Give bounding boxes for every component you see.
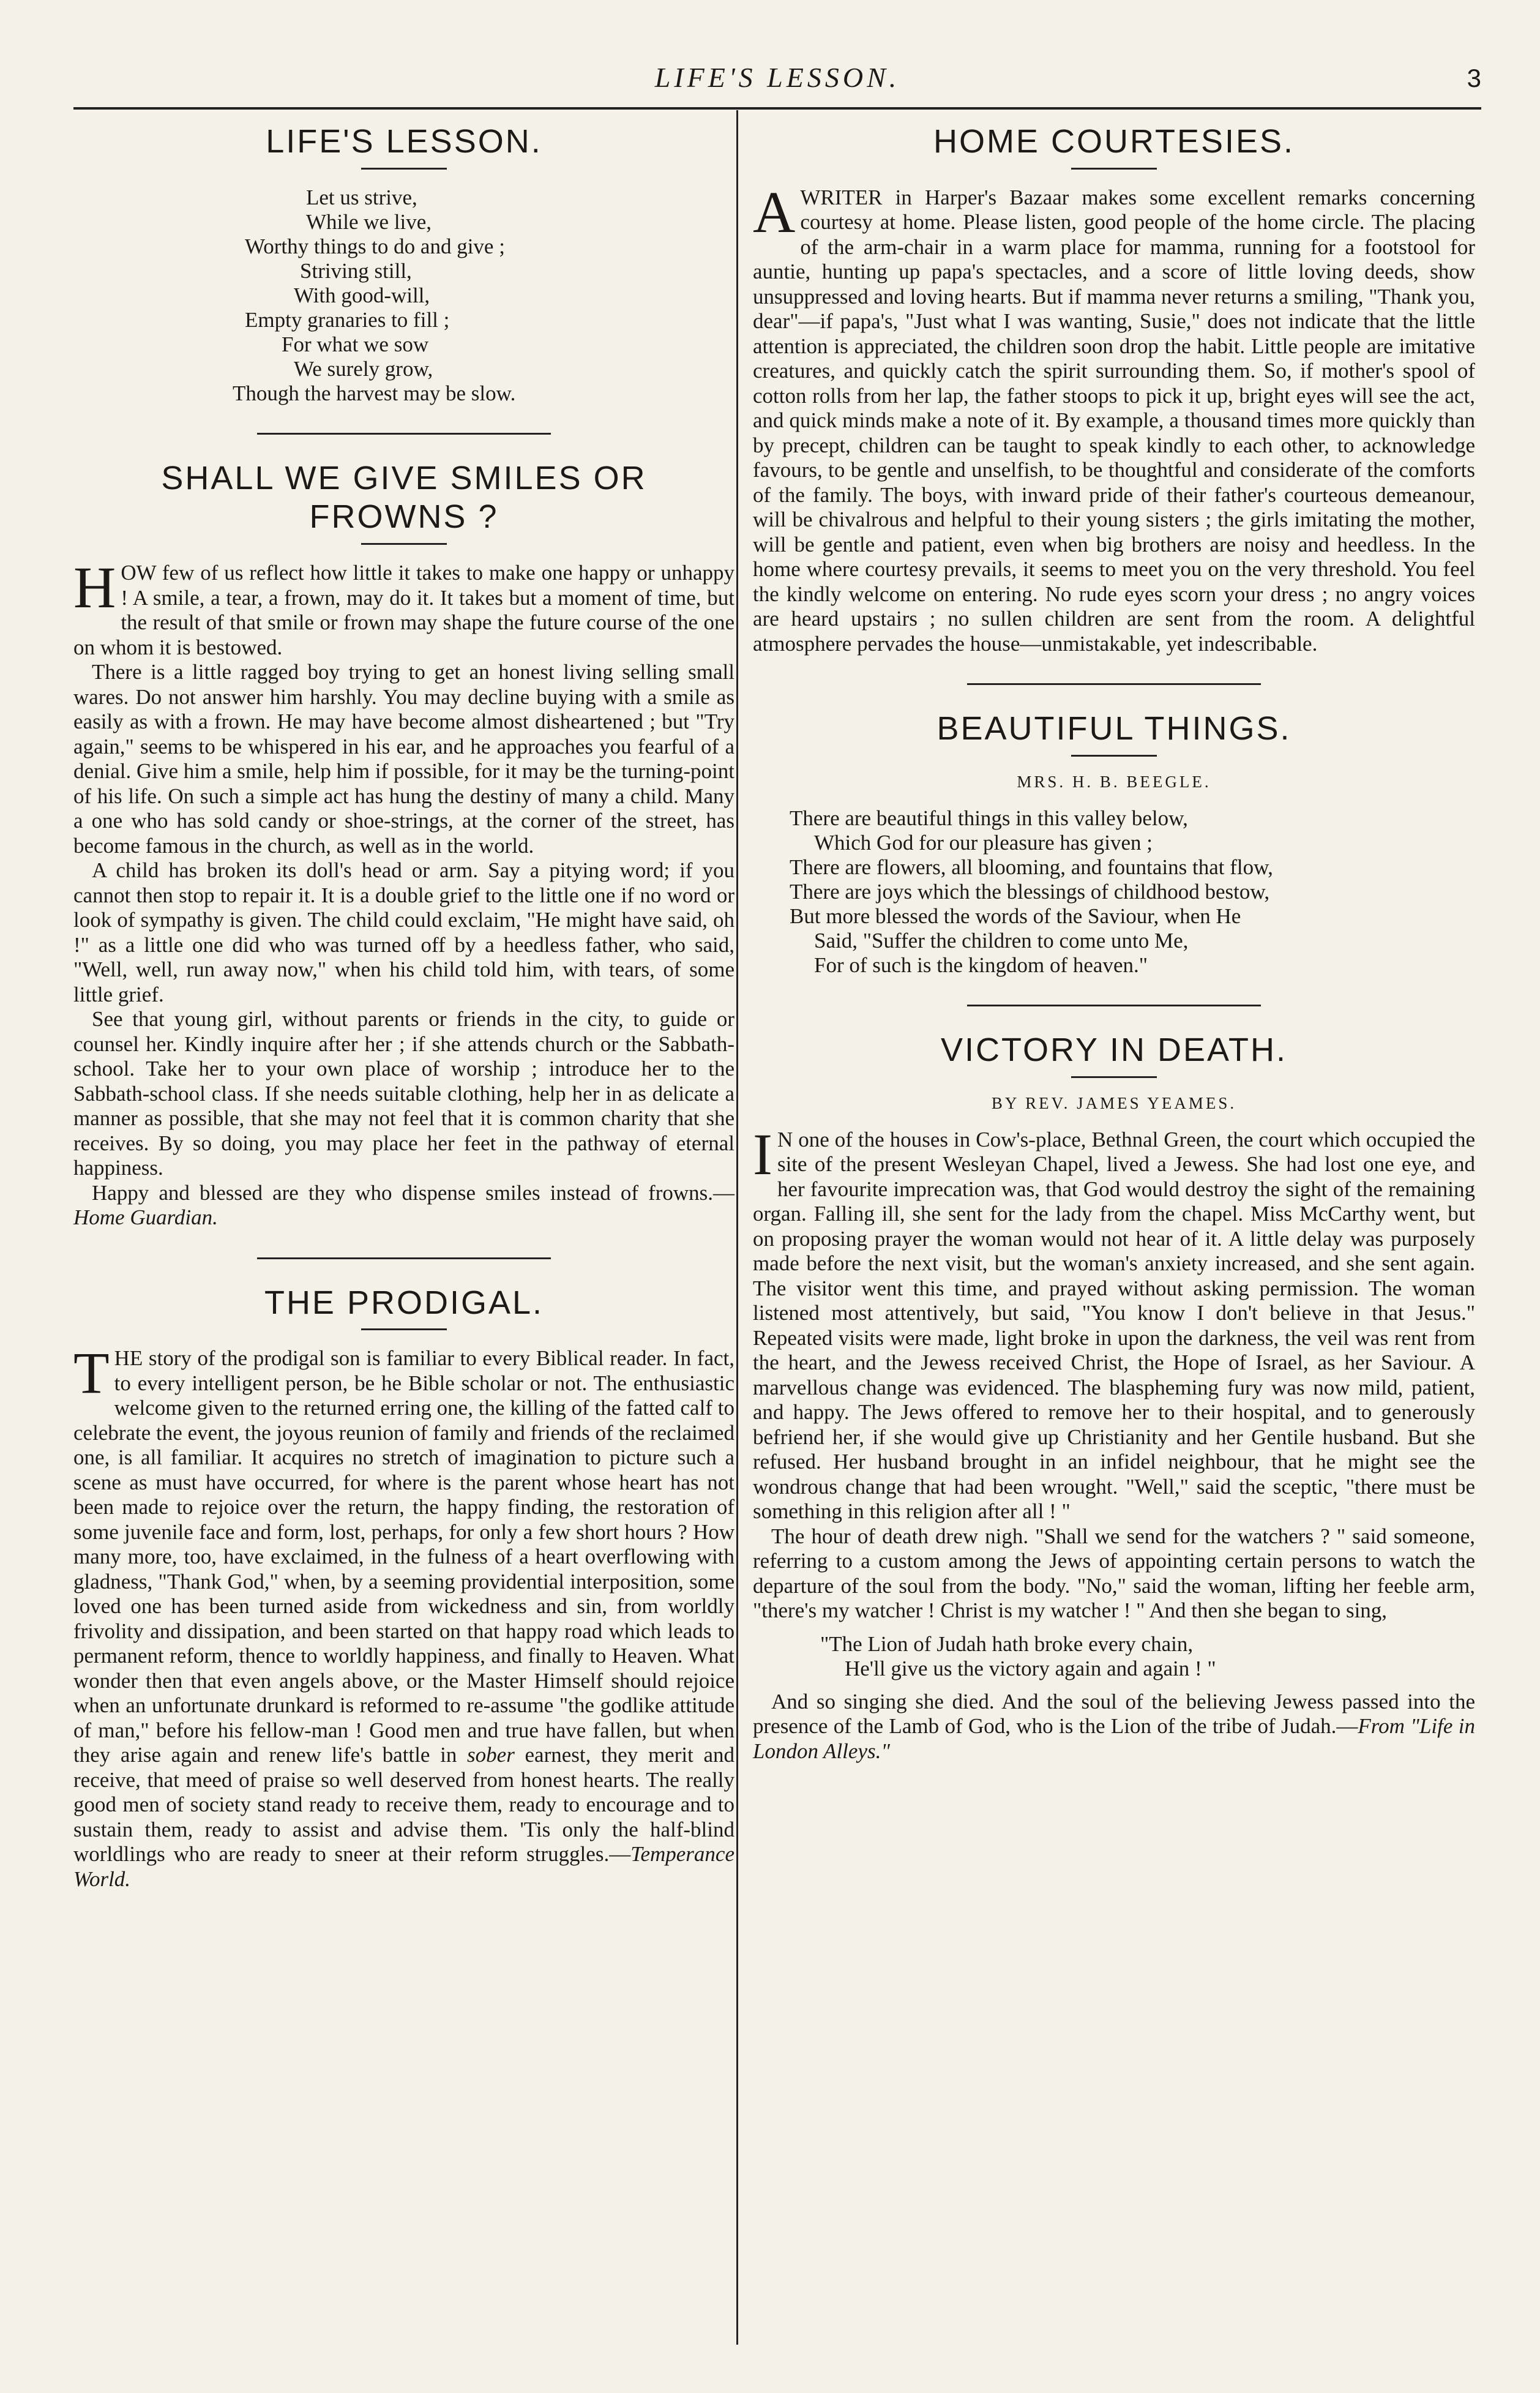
poem-line: Let us strive, (306, 185, 417, 209)
poem-line: For of such is the kingdom of heaven." (814, 953, 1148, 977)
poem-line: There are joys which the blessings of childhood bestow, (790, 879, 1270, 904)
poem-line: We surely grow, (294, 356, 433, 381)
poem-line: There are beautiful things in this valley below, (790, 806, 1188, 830)
paragraph-text: And so singing she died. And the soul of the believing Jewess passed into the presence of the Lamb of God, who is the Lion of the tribe of Judah. (753, 1689, 1475, 1739)
article-home-courtesies (753, 122, 1475, 656)
paragraph: AWRITER in Harper's Bazaar makes some excellent remarks concerning courtesy at home. Please listen, good people of the home circle. The placing of the arm-chair in a warm place for mamma, running for a footstool for auntie, hunting up papa's spectacles, and a score of little loving deeds, show unsuppressed and loving hearts. But if mamma never returns a smiling, "Thank you, dear"—if papa's, "Just what I was wanting, Susie," does not indicate that the little attention is appreciated, the children soon drop the habit. Little people are imitative creatures, and quickly catch the spirit surrounding them. So, if mother's spool of cotton rolls from her lap, the father stoops to pick it up, bright eyes will see the act, and quick minds make a note of it. By example, a thousand times more quickly than by precept, children can be taught to speak kindly to each other, to acknowledge favours, to be gentle and unselfish, to be thoughtful and considerate of the comforts of the family. The boys, with inward pride of their father's courteous demeanour, will be chivalrous and helpful to their young sisters ; the girls imitating the mother, will be gentle and patient, even when big brothers are noisy and heedless. In the home where courtesy prevails, it seems to meet you on the very threshold. You feel the kindly welcome on entering. No rude eyes scorn your dress ; no angry voices are heard upstairs ; no sullen children are sent from the room. A delightful atmosphere pervades the house—unmistakable, yet indescribable. (753, 179, 1475, 656)
hymn (820, 1632, 1432, 1681)
paragraph-text: earnest, they merit and receive, that meed of praise so well deserved from honest hearts. The really good men of society stand ready to receive them, ready to encourage and to sustain them, ready to assist and advise them. 'Tis only the half-blind worldlings who are ready to sneer at their reform struggles. (73, 1743, 735, 1867)
poem (233, 185, 575, 406)
poem-line: Striving still, (300, 258, 412, 283)
title-rule (361, 168, 447, 170)
article-title: VICTORY IN DEATH. (940, 1031, 1288, 1068)
title-rule (1071, 168, 1157, 170)
source-credit: From "Life in London Alleys." (753, 1714, 1475, 1763)
section-divider (967, 1005, 1261, 1006)
poem-line: Though the harvest may be slow. (233, 381, 516, 405)
page-number: 3 (1467, 64, 1481, 92)
byline: BY REV. JAMES YEAMES. (991, 1093, 1237, 1112)
source-credit: Home Guardian. (73, 1205, 218, 1230)
poem (765, 806, 1463, 978)
paragraph: The hour of death drew nigh. "Shall we send for the watchers ? " said someone, referring to a custom among the Jews of appointing certain persons to watch the departure of the soul from the body. "No," said the woman, lifting her feeble arm, "there's my watcher ! Christ is my watcher ! " And then she began to sing, (753, 1524, 1475, 1623)
paragraph: There is a little ragged boy trying to get an honest living selling small wares. Do not answer him harshly. You may decline buying with a smile as easily as with a frown. He may have become almost disheartened ; but "Try again," seems to be whispered in his ear, and he approaches you fearful of a denial. Give him a smile, help him if possible, for it may be the turning-point of his life. On such a simple act has hung the destiny of many a child. Many a one who has sold candy or shoe-strings, at the corner of the street, has become famous in the church, as well as in the world. (73, 660, 734, 858)
article-prodigal (73, 1284, 734, 1892)
paragraph: See that young girl, without parents or friends in the city, to guide or counsel her. Kindly inquire after her ; if she attends church or the Sabbath-school. Take her to your own place of worship ; introduce her to the Sabbath-school class. If she needs suitable clothing, help her in as delicate a manner as possible, that she may not feel that it is common charity that she receives. By so doing, you may place her feet in the pathway of eternal happiness. (73, 1007, 734, 1180)
paragraph: Happy and blessed are they who dispense smiles instead of frowns.—Home Guardian. (73, 1180, 734, 1230)
right-column (753, 116, 1475, 2345)
poem-line: There are flowers, all blooming, and fountains that flow, (790, 855, 1273, 879)
column-divider (736, 110, 738, 2345)
running-title: LIFE'S LESSON. (654, 62, 900, 93)
page-header (73, 61, 1481, 109)
byline: MRS. H. B. BEEGLE. (1017, 772, 1211, 791)
paragraph-text: THE story of the prodigal son is familiar to every Biblical reader. In fact, to every intelligent person, be he Bible scholar or not. The enthusiastic welcome given to the returned erring one, the killing of the fatted calf to celebrate the event, the joyous reunion of family and friends of the reclaimed one, is all familiar. It acquires no stretch of imagination to picture such a scene as must have occurred, for where is the parent whose heart has not been made to rejoice over the return, the happy finding, the restoration of some juvenile face and form, lost, perhaps, for only a few short hours ? How many more, too, have exclaimed, in the fulness of a heart overflowing with gladness, "Thank God," when, by a seeming providential interposition, some loved one has been turned aside from wickedness and sin, from worldly frivolity and dissipation, and been started on that happy road which leads to permanent reform, thence to worldly happiness, and finally to Heaven. What wonder then that even angels above, or the Master Himself should rejoice when an unfortunate drunkard is reformed to re-assume "the godlike attitude of man," before his fellow-man ! Good men and true have fallen, but when they arise again and renew life's battle in (73, 1340, 734, 1767)
header-rule (73, 107, 1481, 110)
article-title: HOME COURTESIES. (933, 123, 1295, 160)
emphasis: sober (467, 1743, 515, 1767)
poem-line: But more blessed the words of the Saviour, when He (790, 904, 1241, 928)
source-credit: Temperance World. (73, 1842, 734, 1891)
title-rule (1071, 1076, 1157, 1078)
title-rule (1071, 755, 1157, 757)
article-lifes-lesson (73, 122, 734, 406)
poem-line: Worthy things to do and give ; (245, 234, 505, 258)
article-victory-in-death (753, 1031, 1475, 1764)
poem-line: Empty granaries to fill ; (245, 307, 450, 332)
paragraph: HOW few of us reflect how little it takes to make one happy or unhappy ! A smile, a tear, a frown, may do it. It takes but a moment of time, but the result of that smile or frown may shape the future course of the one on whom it is bestowed. (73, 555, 734, 659)
paragraph: A child has broken its doll's head or arm. Say a pitying word; if you cannot then stop to repair it. It is a double grief to the little one if no word or look of sympathy is given. The child could exclaim, "He might have said, oh !" as a little one did who was turned off by a heedless father, who said, "Well, well, run away now," when his child told him, with tears, of some little grief. (73, 858, 734, 1006)
section-divider (257, 1257, 551, 1259)
hymn-line: "The Lion of Judah hath broke every chain, (820, 1631, 1194, 1656)
title-rule (361, 543, 447, 545)
article-title: BEAUTIFUL THINGS. (936, 710, 1291, 747)
poem-line: Said, "Suffer the children to come unto Me, (814, 928, 1189, 953)
article-beautiful-things (753, 710, 1475, 978)
article-title: THE PRODIGAL. (264, 1284, 544, 1321)
paragraph: IN one of the houses in Cow's-place, Bethnal Green, the court which occupied the site of the present Wesleyan Chapel, lived a Jewess. She had lost one eye, and her favourite imprecation was, that God would destroy the sight of the remaining organ. Falling ill, she sent for the lady from the chapel. Miss McCarthy went, but on proposing prayer the woman would not hear of it. A little delay was purposely made before the next visit, but the woman's anxiety increased, and she sent again. The visitor went this time, and prayed without asking permission. The woman listened most attentively, but said, "You know I don't believe in that Jesus." Repeated visits were made, light broke in upon the darkness, the veil was rent from the heart, and the Jewess received Christ, the Hope of Israel, as her Saviour. A marvellous change was evidenced. The blaspheming fury was now mild, patient, and happy. The Jews offered to remove her to their hospital, and to generously befriend her, if she would give up Christianity and her Gentile husband. But she refused. Her husband brought in an infidel neighbour, that he might see the wondrous change that had been wrought. "Well," said the sceptic, "there must be something in this religion after all ! " (753, 1121, 1475, 1524)
section-divider (257, 433, 551, 435)
article-title: SHALL WE GIVE SMILES OR FROWNS ? (161, 459, 647, 536)
paragraph: And so singing she died. And the soul of the believing Jewess passed into the presence of the Lamb of God, who is the Lion of the tribe of Judah.—From "Life in London Alleys." (753, 1689, 1475, 1763)
paragraph: THE story of the prodigal son is familiar to every Biblical reader. In fact, to every intelligent person, be he Bible scholar or not. The enthusiastic welcome given to the returned erring one, the killing of the fatted calf to celebrate the event, the joyous reunion of family and friends of the reclaimed one, is all familiar. It acquires no stretch of imagination to picture such a scene as must have occurred, for where is the parent whose heart has not been made to rejoice over the return, the happy finding, the restoration of some juvenile face and form, lost, perhaps, for only a few short hours ? How many more, too, have exclaimed, in the fulness of a heart overflowing with gladness, "Thank God," when, by a seeming providential interposition, some loved one has been turned aside from wickedness and sin, from worldly frivolity and dissipation, and been started on that happy road which leads to permanent reform, thence to worldly happiness, and finally to Heaven. What wonder then that even angels above, or the Master Himself should rejoice when an unfortunate drunkard is reformed to re-assume "the godlike attitude of man," before his fellow-man ! Good men and true have fallen, but when they arise again and renew life's battle in sober earnest, they merit and receive, that meed of praise so well deserved from honest hearts. The really good men of society stand ready to receive them, ready to encourage and to sustain them, ready to assist and advise them. 'Tis only the half-blind worldlings who are ready to sneer at their reform struggles.—Temperance World. (73, 1340, 735, 1891)
poem-line: Which God for our pleasure has given ; (814, 830, 1153, 855)
section-divider (967, 683, 1261, 685)
paragraph-text: Happy and blessed are they who dispense smiles instead of frowns. (92, 1180, 713, 1205)
article-title: LIFE'S LESSON. (266, 123, 542, 160)
hymn-line: He'll give us the victory again and again ! " (845, 1656, 1216, 1680)
poem-line: With good-will, (294, 283, 430, 307)
title-rule (361, 1328, 447, 1330)
article-smiles-or-frowns (73, 459, 734, 1230)
poem-line: While we live, (306, 209, 432, 234)
poem-line: For what we sow (282, 332, 429, 356)
left-column (73, 116, 734, 2345)
